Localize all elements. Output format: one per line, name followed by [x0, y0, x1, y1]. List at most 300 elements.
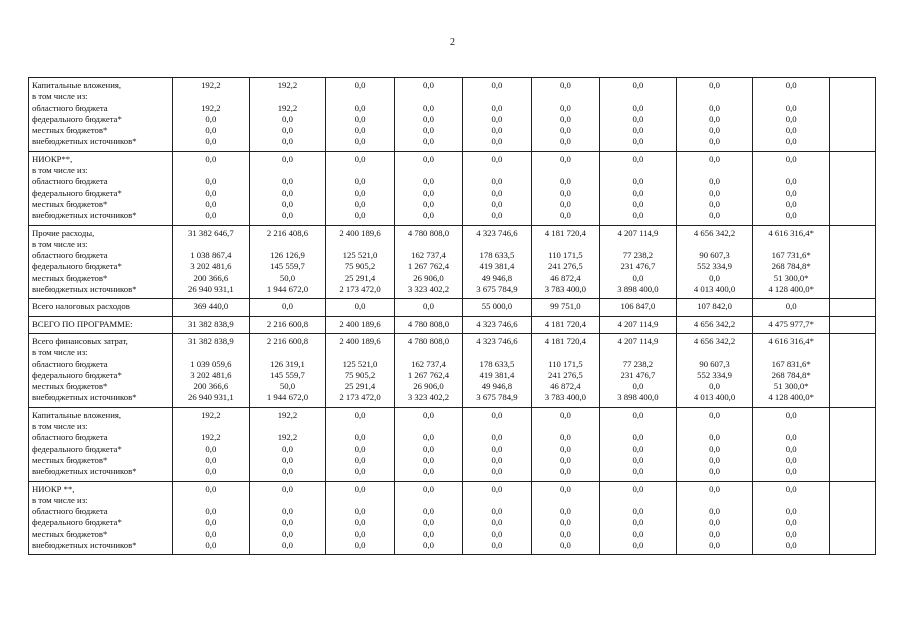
value-line: 0,0 [559, 454, 571, 465]
row-label-line: Капитальные вложения, [32, 409, 122, 420]
value-cell [600, 316, 677, 333]
value-line: 99 751,0 [550, 301, 581, 312]
value-line [756, 495, 826, 506]
value-line: 0,0 [282, 113, 293, 124]
value-line: 0,0 [282, 198, 293, 209]
value-line: 0,0 [354, 113, 366, 124]
value-line [603, 165, 673, 176]
value-line: 0,0 [423, 176, 434, 187]
empty-cell [829, 316, 875, 333]
row-label-line: НИОКР**, [32, 153, 73, 164]
value-line: 0,0 [423, 432, 434, 443]
value-line: 90 607,3 [699, 358, 730, 369]
value-line: 200 366,6 [193, 381, 229, 392]
value-line: 0,0 [632, 381, 644, 392]
value-line: 0,0 [491, 198, 503, 209]
value-line: 0,0 [632, 153, 644, 164]
row-label-line: Прочие расходы, [32, 227, 95, 238]
row-label-cell [29, 407, 173, 481]
value-line: 0,0 [785, 466, 797, 477]
value-cell [173, 151, 250, 225]
value-line: 0,0 [354, 80, 366, 90]
value-line: 125 521,0 [342, 250, 378, 261]
value-line: 3 783 400,0 [544, 284, 587, 295]
value-line: 0,0 [423, 210, 434, 221]
value-line [329, 495, 390, 506]
row-label-line: внебюджетных источников* [32, 284, 137, 295]
value-line: 0,0 [559, 443, 571, 454]
value-line: 0,0 [559, 483, 571, 494]
value-line: 0,0 [709, 454, 720, 465]
value-line: 3 783 400,0 [544, 392, 587, 403]
value-line [756, 91, 826, 102]
value-line: 4 207 114,9 [617, 318, 659, 329]
value-line [398, 495, 459, 506]
value-cell [326, 407, 394, 481]
value-line: 0,0 [282, 483, 293, 494]
value-line [603, 239, 673, 250]
value-line: 0,0 [282, 539, 293, 550]
value-line: 0,0 [559, 409, 571, 420]
value-line: 4 181 720,4 [544, 335, 587, 346]
value-line: 0,0 [632, 210, 644, 221]
value-cell [394, 481, 462, 555]
row-label-line: в том числе из: [32, 238, 88, 249]
value-line: 0,0 [354, 539, 366, 550]
value-line: 0,0 [491, 443, 503, 454]
value-cell [249, 151, 326, 225]
value-line [329, 421, 390, 432]
value-line: 0,0 [491, 102, 503, 113]
empty-cell [829, 299, 875, 316]
value-line [466, 165, 527, 176]
value-line: 4 207 114,9 [617, 335, 659, 346]
value-line [398, 421, 459, 432]
row-label-line: в том числе из: [32, 165, 88, 176]
value-cell [173, 225, 250, 299]
value-line: 0,0 [632, 176, 644, 187]
value-line: 0,0 [354, 506, 366, 517]
value-line: 0,0 [282, 506, 293, 517]
value-line: 26 906,0 [413, 272, 444, 283]
row-label-line: в том числе из: [32, 421, 88, 432]
value-line: 0,0 [205, 506, 217, 517]
value-line: 31 382 838,9 [188, 335, 234, 346]
value-line: 0,0 [632, 432, 644, 443]
value-line: 0,0 [205, 176, 217, 187]
row-label-line: областного бюджета [32, 506, 108, 517]
value-line: 46 872,4 [550, 381, 581, 392]
value-line: 0,0 [354, 483, 366, 494]
value-cell [173, 299, 250, 316]
value-line [253, 421, 323, 432]
value-line: 2 216 408,6 [266, 227, 309, 238]
value-cell [600, 481, 677, 555]
value-line [756, 165, 826, 176]
value-line [535, 347, 596, 358]
value-line: 0,0 [559, 210, 571, 221]
value-line [680, 239, 750, 250]
value-line: 178 633,5 [479, 358, 515, 369]
value-line: 0,0 [632, 506, 644, 517]
value-line: 0,0 [785, 443, 797, 454]
value-line: 3 898 400,0 [617, 392, 659, 403]
value-line: 0,0 [282, 454, 293, 465]
row-label-line: Всего финансовых затрат, [32, 335, 128, 346]
value-line: 0,0 [354, 528, 366, 539]
value-cell [676, 333, 753, 407]
value-cell [249, 333, 326, 407]
value-cell [753, 78, 830, 152]
value-line [398, 239, 459, 250]
value-line: 0,0 [205, 454, 217, 465]
value-line: 0,0 [282, 176, 293, 187]
value-line: 31 382 838,9 [188, 318, 234, 329]
value-line: 268 784,8* [771, 261, 811, 272]
value-line: 0,0 [559, 539, 571, 550]
value-cell [326, 481, 394, 555]
value-line: 167 731,6* [771, 250, 811, 261]
value-line: 0,0 [632, 136, 644, 147]
value-cell [326, 78, 394, 152]
value-line: 4 013 400,0 [693, 392, 736, 403]
row-label-cell [29, 151, 173, 225]
value-line: 0,0 [423, 409, 434, 420]
value-line: 0,0 [785, 210, 797, 221]
value-line: 0,0 [205, 153, 217, 164]
value-line: 0,0 [491, 409, 503, 420]
value-cell [394, 299, 462, 316]
value-line: 51 300,0* [773, 381, 809, 392]
value-line: 0,0 [423, 113, 434, 124]
value-line: 0,0 [785, 528, 797, 539]
value-line: 0,0 [282, 187, 293, 198]
value-line: 4 207 114,9 [617, 227, 659, 238]
value-line: 0,0 [709, 198, 720, 209]
value-line: 0,0 [785, 176, 797, 187]
value-line: 3 202 481,6 [190, 261, 232, 272]
value-line: 0,0 [205, 539, 217, 550]
value-line: 0,0 [632, 517, 644, 528]
value-line: 0,0 [785, 187, 797, 198]
value-line: 0,0 [423, 454, 434, 465]
row-label-line: местных бюджетов* [32, 454, 108, 465]
value-line: 0,0 [491, 153, 503, 164]
value-cell [753, 299, 830, 316]
value-line: 4 780 808,0 [407, 335, 450, 346]
value-line: 192,2 [277, 432, 298, 443]
value-line: 0,0 [491, 125, 503, 136]
value-line: 4 616 316,4* [768, 227, 814, 238]
value-line: 49 946,8 [481, 381, 513, 392]
value-line: 0,0 [709, 176, 720, 187]
value-line: 46 872,4 [550, 272, 581, 283]
value-cell [600, 333, 677, 407]
value-line [176, 347, 246, 358]
row-label-line: федерального бюджета* [32, 261, 122, 272]
value-line: 0,0 [205, 125, 217, 136]
value-line: 0,0 [559, 432, 571, 443]
value-line: 1 944 672,0 [266, 392, 309, 403]
value-line: 0,0 [785, 506, 797, 517]
value-line: 0,0 [709, 102, 720, 113]
value-line [329, 347, 390, 358]
value-line: 192,2 [277, 102, 298, 113]
value-cell [531, 407, 599, 481]
value-line: 0,0 [632, 443, 644, 454]
value-line: 0,0 [354, 432, 366, 443]
value-line: 0,0 [491, 113, 503, 124]
value-line: 0,0 [205, 136, 217, 147]
value-line: 192,2 [277, 80, 298, 90]
row-label-cell [29, 333, 173, 407]
value-line: 0,0 [491, 539, 503, 550]
value-line: 0,0 [709, 409, 720, 420]
value-line: 0,0 [785, 153, 797, 164]
value-line [680, 495, 750, 506]
row-label-line: внебюджетных источников* [32, 392, 137, 403]
value-line: 4 323 746,6 [476, 335, 518, 346]
value-line: 4 780 808,0 [407, 227, 450, 238]
value-line: 2 216 600,8 [266, 318, 309, 329]
empty-cell [829, 151, 875, 225]
value-line: 192,2 [201, 80, 221, 90]
value-line: 0,0 [354, 409, 366, 420]
value-line: 4 475 977,7* [768, 318, 814, 329]
value-line: 0,0 [632, 198, 644, 209]
value-cell [753, 407, 830, 481]
value-line: 4 128 400,0* [768, 392, 814, 403]
value-line: 110 171,5 [548, 358, 583, 369]
row-label-line: Всего налоговых расходов [32, 301, 130, 312]
value-line: 4 656 342,2 [693, 318, 736, 329]
value-line: 3 675 784,9 [476, 284, 518, 295]
empty-cell [829, 225, 875, 299]
value-line: 4 013 400,0 [693, 284, 736, 295]
value-line: 0,0 [354, 443, 366, 454]
value-line: 3 675 784,9 [476, 392, 518, 403]
value-line [535, 165, 596, 176]
value-line: 50,0 [279, 272, 296, 283]
value-line: 145 559,7 [270, 261, 305, 272]
value-cell [249, 481, 326, 555]
row-label-line: в том числе из: [32, 91, 88, 102]
value-line: 0,0 [491, 176, 503, 187]
value-line: 2 400 189,6 [339, 318, 381, 329]
value-cell [676, 225, 753, 299]
value-line: 0,0 [354, 198, 366, 209]
value-line: 192,2 [201, 409, 221, 420]
value-line: 4 323 746,6 [476, 318, 518, 329]
value-line: 0,0 [709, 381, 720, 392]
value-line: 0,0 [354, 466, 366, 477]
value-line: 2 400 189,6 [339, 335, 381, 346]
value-cell [249, 225, 326, 299]
value-line: 25 291,4 [344, 272, 376, 283]
value-cell [394, 333, 462, 407]
row-label-cell [29, 78, 173, 152]
value-line: 0,0 [282, 517, 293, 528]
value-line: 0,0 [491, 136, 503, 147]
value-line [176, 495, 246, 506]
value-line: 0,0 [785, 113, 797, 124]
row-label-line: местных бюджетов* [32, 125, 108, 136]
row-label-line: внебюджетных источников* [32, 210, 137, 221]
value-line: 0,0 [559, 176, 571, 187]
value-line: 0,0 [785, 136, 797, 147]
value-line [603, 495, 673, 506]
value-line: 0,0 [491, 210, 503, 221]
value-line: 0,0 [282, 136, 293, 147]
value-line: 552 334,9 [697, 369, 732, 380]
value-line: 0,0 [632, 272, 644, 283]
value-line: 0,0 [491, 466, 503, 477]
value-cell [531, 299, 599, 316]
value-line: 0,0 [354, 153, 366, 164]
value-cell [394, 151, 462, 225]
value-line: 2 173 472,0 [339, 392, 381, 403]
value-line: 4 323 746,6 [476, 227, 518, 238]
table-row [29, 481, 876, 555]
value-line: 0,0 [559, 125, 571, 136]
empty-cell [829, 481, 875, 555]
value-line: 0,0 [709, 153, 720, 164]
value-line: 55 000,0 [481, 301, 513, 312]
value-line: 0,0 [205, 528, 217, 539]
value-line: 200 366,6 [193, 272, 229, 283]
value-line [603, 421, 673, 432]
value-line: 0,0 [423, 483, 434, 494]
value-cell [173, 481, 250, 555]
row-label-cell [29, 299, 173, 316]
row-label-line: местных бюджетов* [32, 528, 108, 539]
value-line: 0,0 [709, 187, 720, 198]
value-line: 192,2 [277, 409, 298, 420]
value-line: 0,0 [709, 539, 720, 550]
value-cell [173, 407, 250, 481]
value-line [603, 347, 673, 358]
value-line [176, 91, 246, 102]
value-line: 0,0 [785, 102, 797, 113]
value-line [680, 91, 750, 102]
value-line: 0,0 [559, 198, 571, 209]
value-cell [394, 225, 462, 299]
value-line: 552 334,9 [697, 261, 732, 272]
value-line: 110 171,5 [548, 250, 583, 261]
value-line: 0,0 [785, 432, 797, 443]
value-line: 0,0 [491, 454, 503, 465]
value-line [756, 347, 826, 358]
value-line: 0,0 [632, 409, 644, 420]
value-line: 231 476,7 [620, 369, 656, 380]
value-line: 0,0 [709, 125, 720, 136]
row-label-line: в том числе из: [32, 347, 88, 358]
value-line: 0,0 [282, 466, 293, 477]
value-line: 0,0 [632, 483, 644, 494]
value-line [535, 421, 596, 432]
value-line: 90 607,3 [699, 250, 730, 261]
value-line: 1 267 762,4 [407, 369, 450, 380]
row-label-line: в том числе из: [32, 494, 88, 505]
row-label-cell [29, 481, 173, 555]
value-line: 26 940 931,1 [188, 284, 234, 295]
value-line: 0,0 [354, 176, 366, 187]
value-line [176, 239, 246, 250]
row-label-line: областного бюджета [32, 358, 108, 369]
value-cell [173, 78, 250, 152]
value-cell [753, 481, 830, 555]
value-line: 126 126,9 [270, 250, 305, 261]
value-cell [531, 316, 599, 333]
value-line: 3 898 400,0 [617, 284, 659, 295]
empty-cell [829, 78, 875, 152]
value-cell [600, 151, 677, 225]
row-label-line: федерального бюджета* [32, 113, 122, 124]
value-line: 162 737,4 [411, 358, 446, 369]
value-line: 0,0 [423, 517, 434, 528]
row-label-line: внебюджетных источников* [32, 539, 137, 550]
row-label-line: федерального бюджета* [32, 443, 122, 454]
value-cell [531, 151, 599, 225]
value-cell [463, 225, 531, 299]
value-line: 167 831,6* [771, 358, 811, 369]
value-line [756, 421, 826, 432]
value-line: 0,0 [205, 466, 217, 477]
value-line [466, 421, 527, 432]
value-line: 0,0 [709, 528, 720, 539]
value-line: 2 216 600,8 [266, 335, 309, 346]
table-body [29, 78, 876, 555]
program-funding-table [28, 77, 876, 555]
row-label-line: местных бюджетов* [32, 381, 108, 392]
value-line [466, 239, 527, 250]
value-cell [676, 78, 753, 152]
value-line: 178 633,5 [479, 250, 515, 261]
value-cell [173, 316, 250, 333]
row-label-line: областного бюджета [32, 432, 108, 443]
value-line: 145 559,7 [270, 369, 305, 380]
value-cell [600, 407, 677, 481]
value-line: 0,0 [205, 113, 217, 124]
value-line [253, 495, 323, 506]
value-line: 0,0 [785, 483, 797, 494]
value-cell [394, 316, 462, 333]
value-cell [676, 299, 753, 316]
row-label-line: внебюджетных источников* [32, 136, 137, 147]
value-line: 0,0 [354, 517, 366, 528]
value-line: 2 400 189,6 [339, 227, 381, 238]
value-line [253, 91, 323, 102]
value-line [398, 91, 459, 102]
value-cell [753, 151, 830, 225]
value-line: 0,0 [205, 187, 217, 198]
value-line [535, 239, 596, 250]
value-line: 0,0 [491, 80, 503, 90]
value-line: 0,0 [709, 466, 720, 477]
row-label-cell [29, 225, 173, 299]
value-line [680, 165, 750, 176]
value-cell [463, 316, 531, 333]
value-cell [463, 333, 531, 407]
value-line: 0,0 [423, 466, 434, 477]
value-line [466, 347, 527, 358]
value-cell [326, 316, 394, 333]
value-line [329, 239, 390, 250]
table-row [29, 333, 876, 407]
row-label-line: внебюджетных источников* [32, 466, 137, 477]
value-line: 3 202 481,6 [190, 369, 232, 380]
value-line: 0,0 [709, 483, 720, 494]
